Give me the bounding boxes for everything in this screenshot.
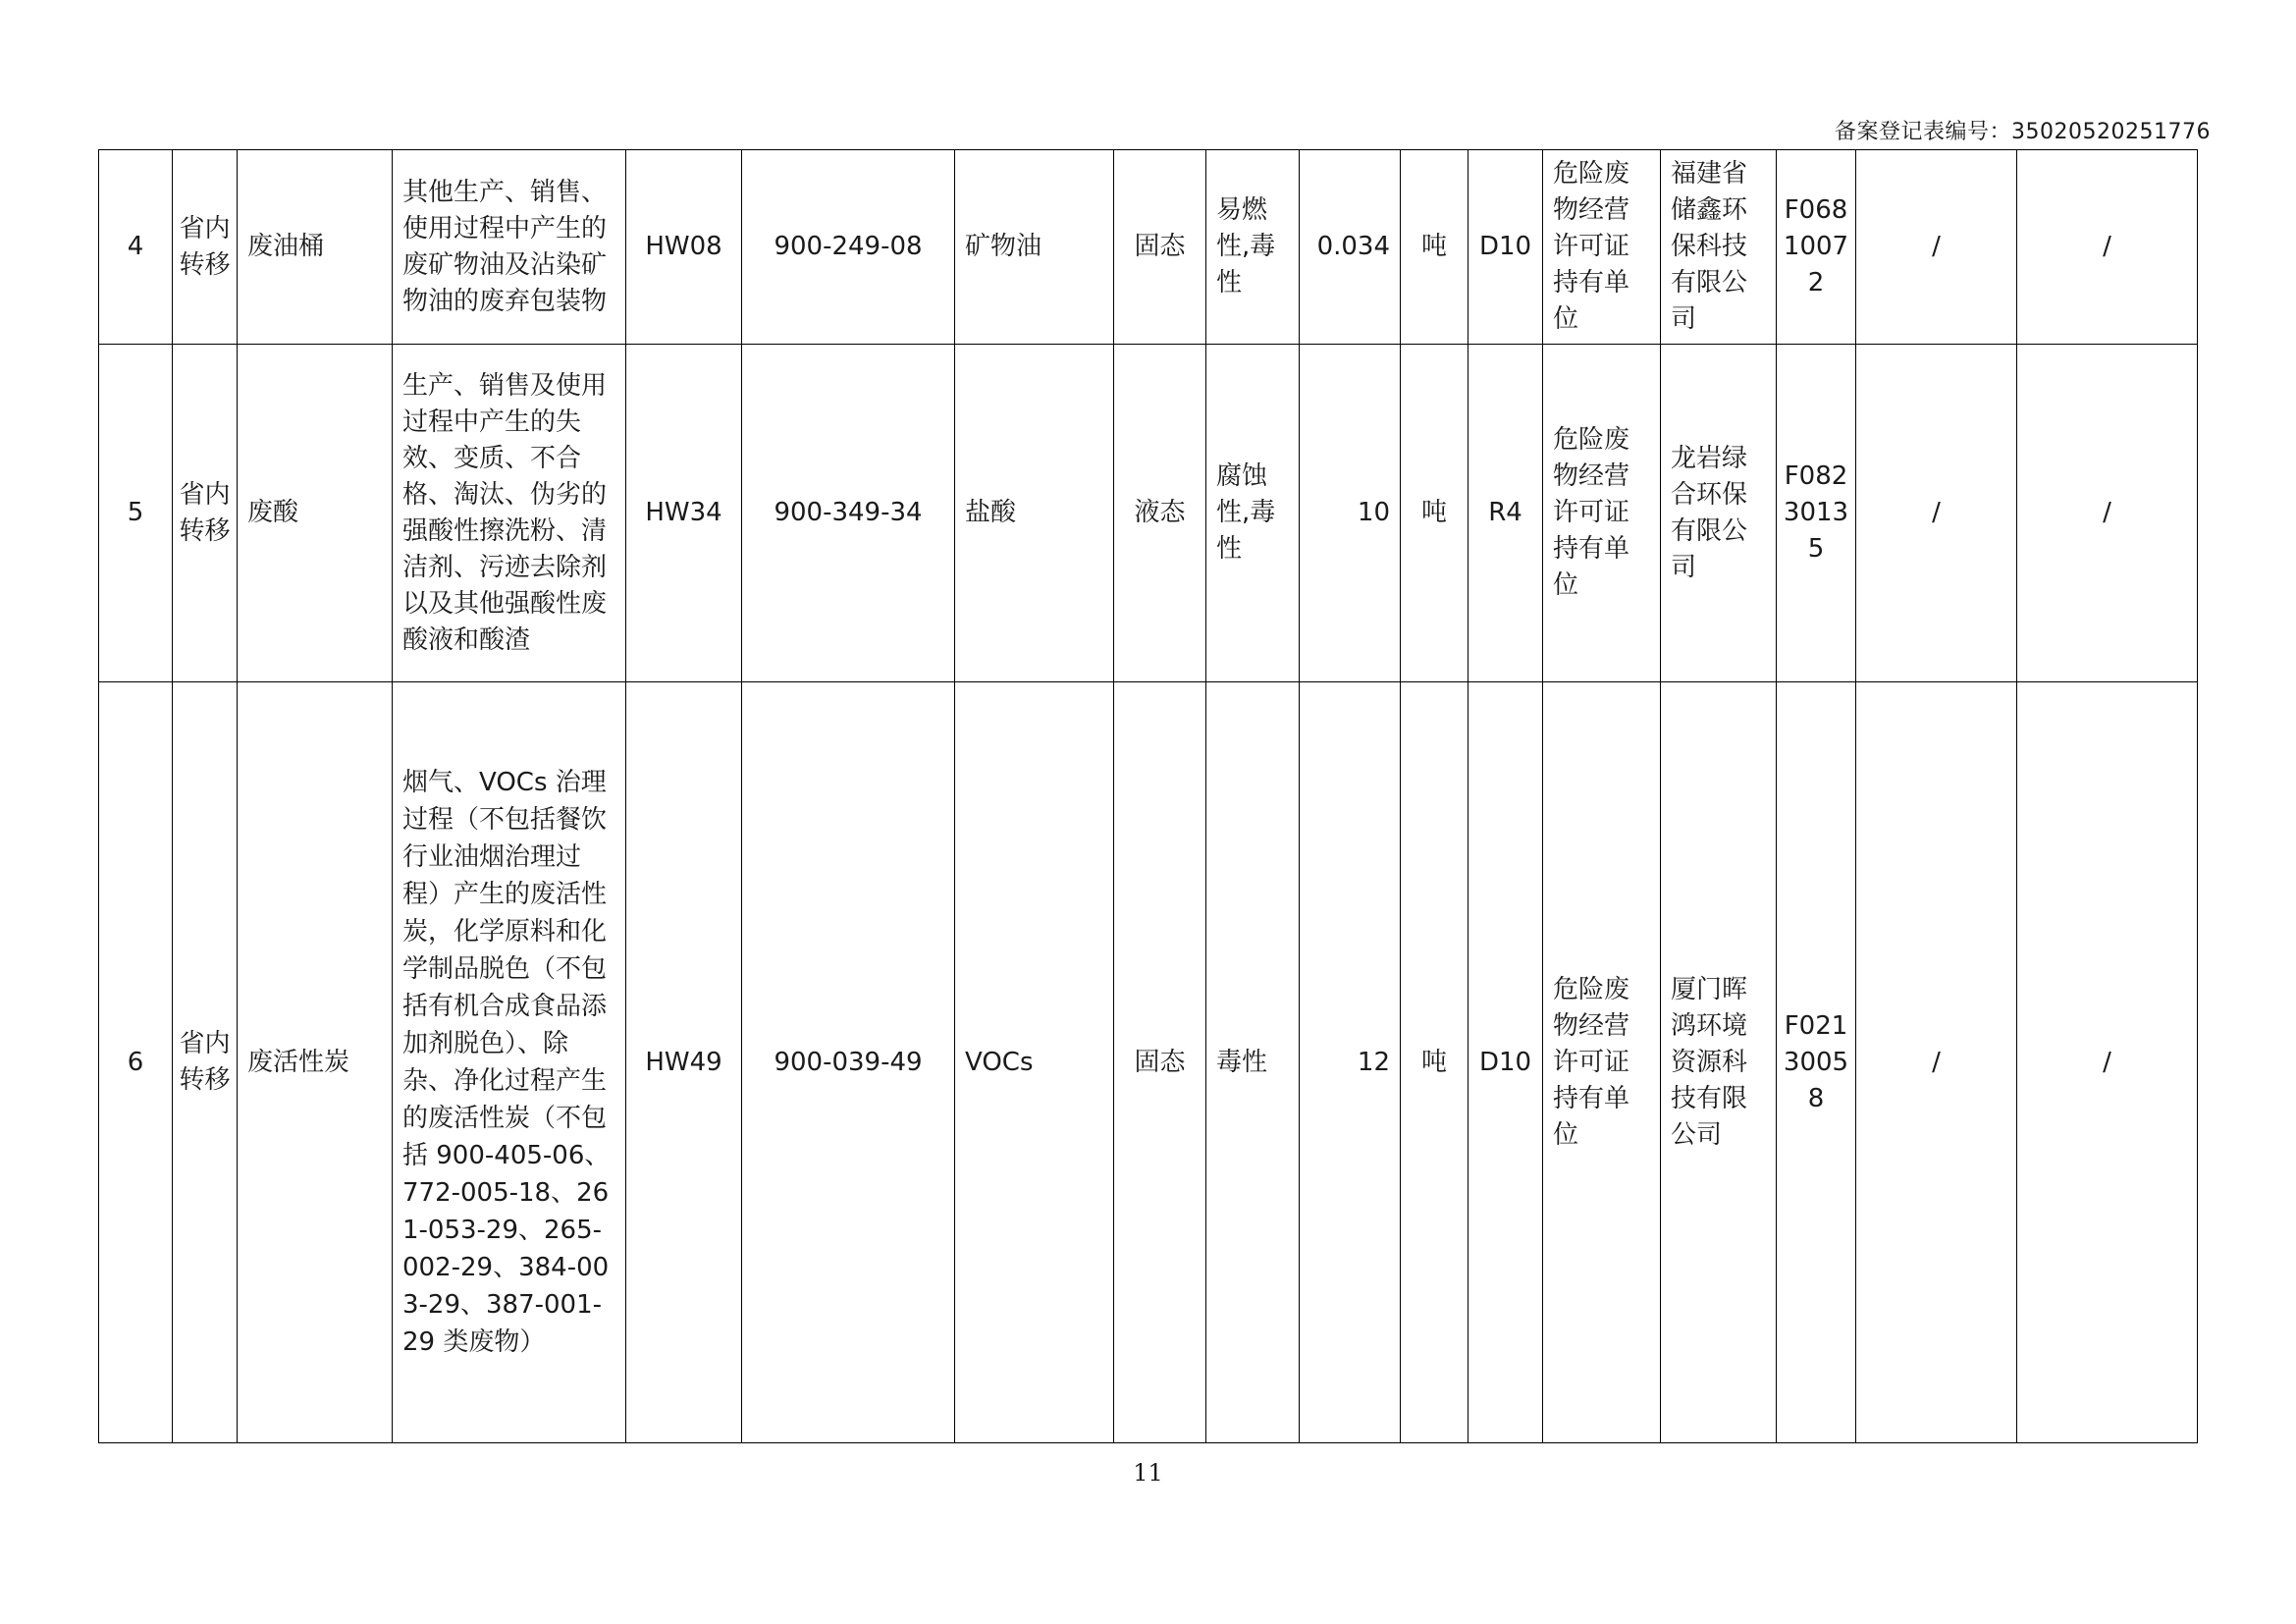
- cell-waste-source: 生产、销售及使用过程中产生的失效、变质、不合格、淘汰、伪劣的强酸性擦洗粉、清洁剂、污迹去除剂以及其他强酸性废酸液和酸渣: [393, 345, 626, 682]
- cell-waste-source: 烟气、VOCs 治理过程（不包括餐饮行业油烟治理过程）产生的废活性炭，化学原料和化学制品脱色（不包括有机合成食品添加剂脱色）、除杂、净化过程产生的废活性炭（不包括 900-405-06、772-005-18、261-053-29、265-002-29、384-003-29、387-001-29 类废物）: [393, 682, 626, 1443]
- cell-no: 5: [99, 345, 173, 682]
- cell-transfer-type: 省内转移: [173, 682, 238, 1443]
- cell-hazardous-component: 矿物油: [955, 150, 1114, 345]
- cell-waste-name: 废活性炭: [238, 682, 393, 1443]
- cell-hazardous-component: VOCs: [955, 682, 1114, 1443]
- cell-unit: 吨: [1401, 345, 1468, 682]
- registration-number: 备案登记表编号：35020520251776: [1835, 120, 2211, 144]
- table-row: [99, 682, 2198, 1443]
- table-row: [99, 150, 2198, 345]
- cell-license-number: F02130058: [1777, 682, 1856, 1443]
- cell-waste-category: HW49: [626, 682, 742, 1443]
- cell-disposal-method: R4: [1468, 345, 1543, 682]
- cell-physical-form: 固态: [1114, 682, 1206, 1443]
- cell-hazard-property: 毒性: [1206, 682, 1300, 1443]
- cell-quantity: 12: [1300, 682, 1401, 1443]
- cell-waste-name: 废酸: [238, 345, 393, 682]
- cell-unit: 吨: [1401, 150, 1468, 345]
- cell-col15: /: [2017, 345, 2198, 682]
- cell-license-number: F08230135: [1777, 345, 1856, 682]
- cell-col15: /: [2017, 150, 2198, 345]
- cell-hazard-property: 腐蚀性,毒性: [1206, 345, 1300, 682]
- cell-quantity: 10: [1300, 345, 1401, 682]
- cell-no: 4: [99, 150, 173, 345]
- cell-waste-category: HW08: [626, 150, 742, 345]
- page-number: 11: [1133, 1459, 1163, 1487]
- cell-disposal-method: D10: [1468, 682, 1543, 1443]
- cell-receiver-name: 厦门晖鸿环境资源科技有限公司: [1661, 682, 1777, 1443]
- cell-col14: /: [1856, 682, 2017, 1443]
- cell-receiver-name: 龙岩绿合环保有限公司: [1661, 345, 1777, 682]
- cell-waste-source: 其他生产、销售、使用过程中产生的废矿物油及沾染矿物油的废弃包装物: [393, 150, 626, 345]
- cell-hazardous-component: 盐酸: [955, 345, 1114, 682]
- hazardous-waste-table: [98, 149, 2198, 1443]
- cell-col14: /: [1856, 345, 2017, 682]
- cell-waste-code: 900-039-49: [742, 682, 955, 1443]
- cell-col14: /: [1856, 150, 2017, 345]
- cell-transfer-type: 省内转移: [173, 150, 238, 345]
- cell-receiver-name: 福建省储鑫环保科技有限公司: [1661, 150, 1777, 345]
- cell-waste-name: 废油桶: [238, 150, 393, 345]
- cell-receiver-type: 危险废物经营许可证持有单位: [1543, 150, 1661, 345]
- cell-physical-form: 液态: [1114, 345, 1206, 682]
- cell-waste-code: 900-349-34: [742, 345, 955, 682]
- cell-transfer-type: 省内转移: [173, 345, 238, 682]
- cell-receiver-type: 危险废物经营许可证持有单位: [1543, 345, 1661, 682]
- cell-waste-category: HW34: [626, 345, 742, 682]
- cell-hazard-property: 易燃性,毒性: [1206, 150, 1300, 345]
- cell-waste-code: 900-249-08: [742, 150, 955, 345]
- cell-col15: /: [2017, 682, 2198, 1443]
- cell-license-number: F06810072: [1777, 150, 1856, 345]
- cell-disposal-method: D10: [1468, 150, 1543, 345]
- cell-receiver-type: 危险废物经营许可证持有单位: [1543, 682, 1661, 1443]
- cell-unit: 吨: [1401, 682, 1468, 1443]
- cell-physical-form: 固态: [1114, 150, 1206, 345]
- table-row: [99, 345, 2198, 682]
- cell-quantity: 0.034: [1300, 150, 1401, 345]
- cell-no: 6: [99, 682, 173, 1443]
